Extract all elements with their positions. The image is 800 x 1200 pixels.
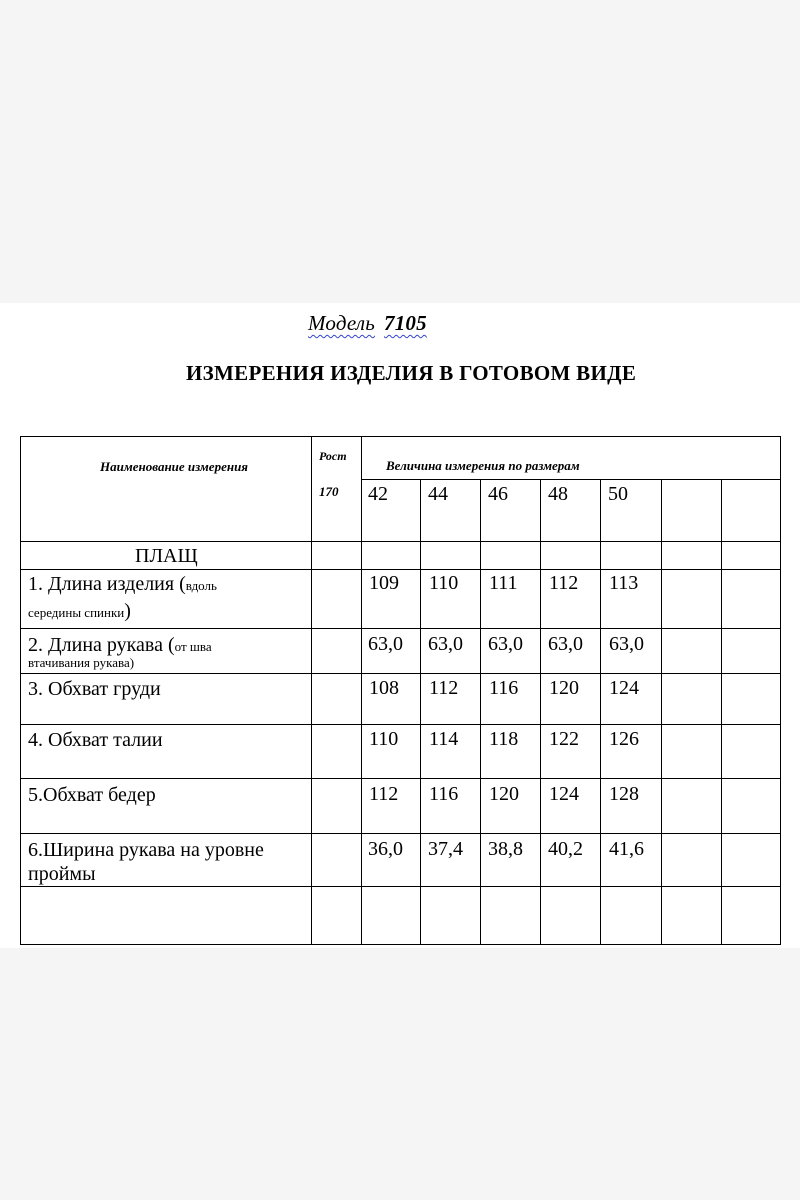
table-line xyxy=(361,436,362,945)
table-line xyxy=(20,569,781,570)
row-label-main: 1. Длина изделия ( xyxy=(28,573,186,595)
row-label-line2 xyxy=(28,653,134,671)
column-header-name: Наименование измерения xyxy=(100,459,248,474)
column-header-values: Величина измерения по размерам xyxy=(386,458,580,473)
row-label-note: от шва xyxy=(174,639,212,654)
table-line xyxy=(20,541,781,542)
model-number: 7105 xyxy=(384,311,427,335)
size-header: 50 xyxy=(608,483,628,505)
table-cell: 114 xyxy=(429,728,459,750)
table-cell: 36,0 xyxy=(368,838,403,860)
size-header: 42 xyxy=(368,483,388,505)
table-cell: 63,0 xyxy=(609,633,644,655)
table-line xyxy=(20,673,781,674)
table-line xyxy=(420,479,421,945)
row-label-note: втачивания рукава) xyxy=(28,655,135,670)
row-label-line2 xyxy=(28,599,131,625)
table-cell: 110 xyxy=(429,572,459,594)
table-line xyxy=(20,886,781,887)
table-cell: 63,0 xyxy=(368,633,403,655)
table-line xyxy=(20,628,781,629)
table-cell: 120 xyxy=(549,677,579,699)
row-label-close: ) xyxy=(124,600,131,622)
size-header: 44 xyxy=(428,483,448,505)
table-border-bottom xyxy=(20,944,781,945)
table-line xyxy=(600,479,601,945)
table-cell: 124 xyxy=(549,783,579,805)
table-cell: 109 xyxy=(369,572,399,594)
document-sheet xyxy=(0,303,800,948)
height-value: 170 xyxy=(319,484,339,499)
table-cell: 112 xyxy=(369,783,399,805)
table-line xyxy=(480,479,481,945)
table-cell: 112 xyxy=(549,572,579,594)
size-header: 48 xyxy=(548,483,568,505)
table-cell: 112 xyxy=(429,677,459,699)
table-cell: 122 xyxy=(549,728,579,750)
size-header: 46 xyxy=(488,483,508,505)
table-line xyxy=(721,479,722,945)
row-label: 5.Обхват бедер xyxy=(28,784,156,806)
table-line xyxy=(20,833,781,834)
table-cell: 110 xyxy=(369,728,399,750)
table-cell: 37,4 xyxy=(428,838,463,860)
table-cell: 113 xyxy=(609,572,639,594)
table-border-left xyxy=(20,436,21,945)
document-title: ИЗМЕРЕНИЯ ИЗДЕЛИЯ В ГОТОВОМ ВИДЕ xyxy=(186,361,637,385)
table-cell: 40,2 xyxy=(548,838,583,860)
column-header-height: Рост xyxy=(319,449,347,463)
table-cell: 120 xyxy=(489,783,519,805)
row-label-line2: проймы xyxy=(28,863,96,885)
table-cell: 63,0 xyxy=(488,633,523,655)
row-label xyxy=(28,572,217,598)
table-cell: 63,0 xyxy=(428,633,463,655)
table-cell: 116 xyxy=(429,783,459,805)
table-line xyxy=(540,479,541,945)
table-cell: 124 xyxy=(609,677,639,699)
table-cell: 41,6 xyxy=(609,838,644,860)
table-border-right xyxy=(780,436,781,945)
table-line xyxy=(661,479,662,945)
row-label-note: середины спинки xyxy=(28,605,125,620)
table-border-top xyxy=(20,436,781,437)
table-cell: 111 xyxy=(489,572,518,594)
table-cell: 126 xyxy=(609,728,639,750)
row-label-main: 2. Длина рукава ( xyxy=(28,634,175,656)
table-cell: 63,0 xyxy=(548,633,583,655)
row-label: 3. Обхват груди xyxy=(28,678,161,700)
section-title: ПЛАЩ xyxy=(135,545,198,567)
table-cell: 128 xyxy=(609,783,639,805)
table-line xyxy=(311,436,312,945)
row-label-note: вдоль xyxy=(185,578,217,593)
table-line xyxy=(20,778,781,779)
row-label: 6.Ширина рукава на уровне xyxy=(28,839,264,861)
table-cell: 38,8 xyxy=(488,838,523,860)
table-cell: 116 xyxy=(489,677,519,699)
table-line xyxy=(20,724,781,725)
table-line-values-header xyxy=(361,479,781,480)
row-label: 4. Обхват талии xyxy=(28,729,163,751)
model-label: Модель xyxy=(308,311,376,335)
model-caption xyxy=(308,311,427,336)
table-cell: 118 xyxy=(489,728,519,750)
table-cell: 108 xyxy=(369,677,399,699)
